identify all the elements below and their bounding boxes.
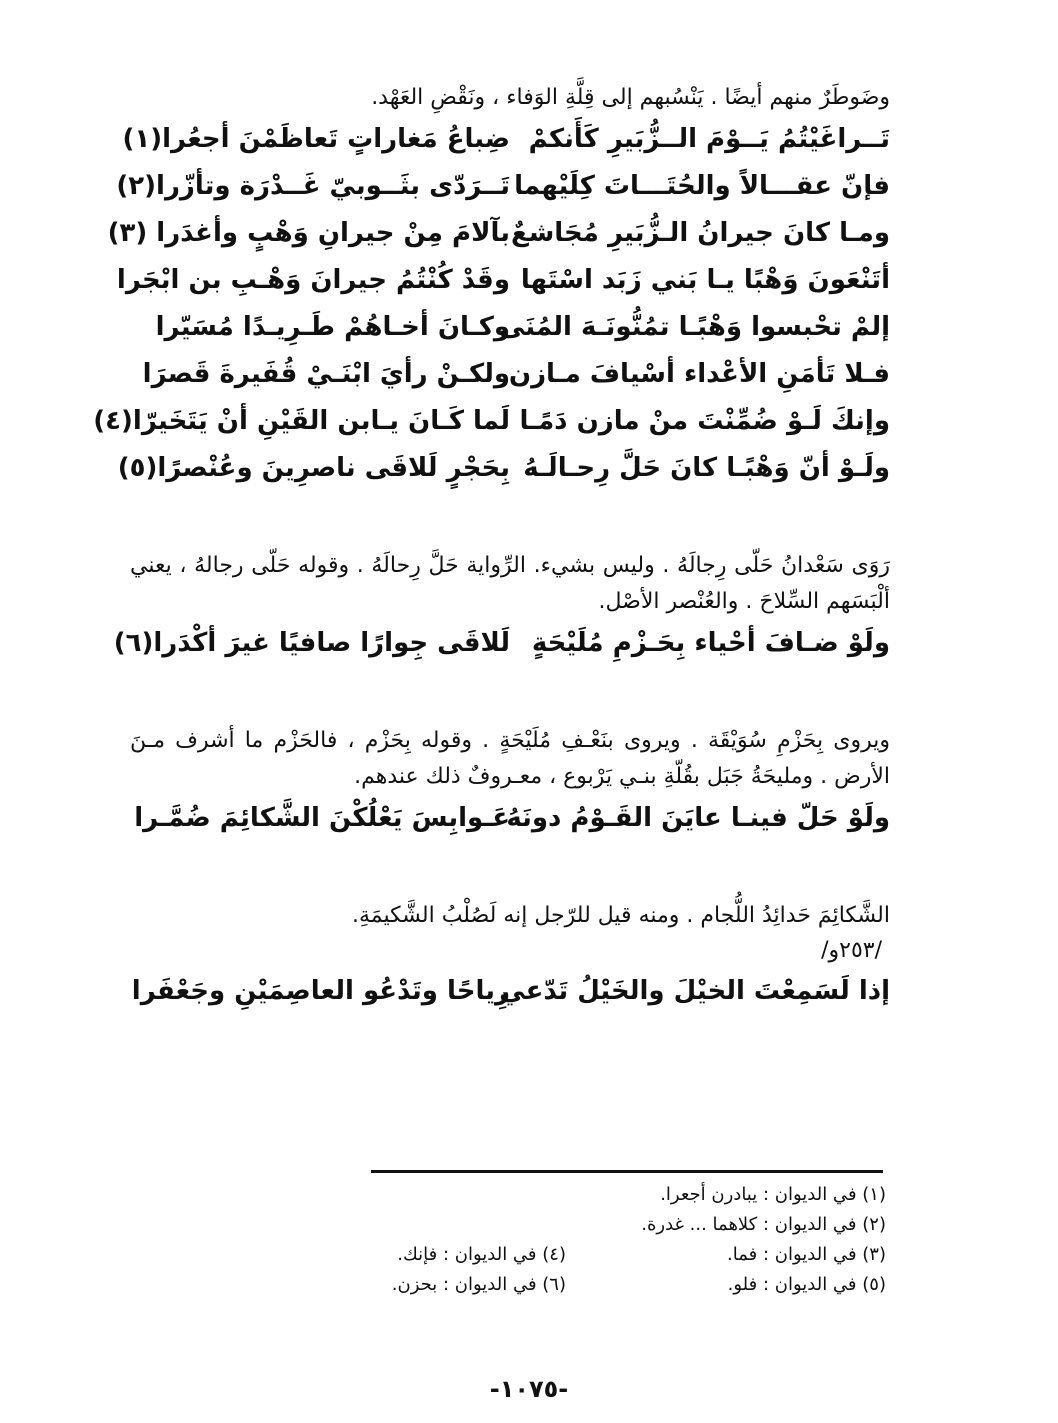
verse-hemistich-second: تَــرَدّى بثَــوبيّ غَــدْرَة وتأزّرا(٢)	[116, 171, 510, 201]
footnote-row	[326, 1180, 886, 1210]
footnote-row	[326, 1210, 886, 1240]
verse-hemistich-second: عَـوابِسَ يَعْلُكْنَ الشَّكائِمَ ضُمَّـرا	[134, 803, 510, 833]
footnote: (٦) في الديوان : بحزن.	[391, 1274, 566, 1295]
footnote: (٥) في الديوان : فلو.	[727, 1274, 886, 1295]
verse-hemistich-second: بآلامَ مِنْ جيرانِ وَهْبٍ وأغدَرا (٣)	[107, 218, 510, 248]
verse-hemistich-second: بِحَجْرٍ لَلاقَى ناصرِينَ وعُنْصرًا(٥)	[117, 453, 510, 483]
footnote: (١) في الديوان : يبادرن أجعرا.	[660, 1184, 886, 1205]
verse-line	[117, 445, 890, 492]
verse-line	[107, 210, 890, 257]
footnote-row	[326, 1270, 886, 1300]
verse-line	[130, 795, 890, 842]
footnote-row	[326, 1240, 886, 1270]
verse-hemistich-first: أتَنْعَونَ وَهْبًا يـا بَني زَبَد اسْتَها	[520, 265, 890, 295]
verse-line	[116, 257, 890, 304]
verse-hemistich-first: تَــراغَيْتُمُ يَــوْمَ الــزُّبَيرِ كَأَنكمْ	[528, 124, 890, 154]
verse-hemistich-first: إذا لَسَمِعْتَ الخيْلَ والخَيْلُ تَدّعي	[499, 976, 890, 1006]
footnote: (٢) في الديوان : كلاهما ... غدرة.	[641, 1214, 886, 1235]
verse-line	[116, 163, 890, 210]
verse-hemistich-first: ولَوْ حَلّ فينـا عايَنَ القَـوْمُ دونَهُ	[506, 803, 890, 833]
commentary-paragraph: ويروى بِحَزْمِ سُوَيْقَة . ويروى بنَعْـفِ مُلَيْحَةٍ . وقوله بِحَزْم ، فالحَزْم ما أشرف مـنَ الأرض . ومليحَةُ جَبَل بقُلّةِ بنـي يَرْبوع ، معـروفٌ ذلك عندهم.	[130, 728, 890, 789]
verse-hemistich-first: وإنكَ لَـوْ ضُمِّنْتَ منْ مازن دَمًـا	[519, 406, 890, 436]
footnote: (٣) في الديوان : فما.	[727, 1244, 886, 1265]
spacer	[130, 667, 890, 723]
verse-line	[93, 398, 890, 445]
verse-line	[130, 351, 890, 398]
verse-line	[113, 620, 890, 667]
verse-hemistich-second: لَما كَـانَ يـابن القَيْنِ أنْ يَتَخَيرّا(٤)	[93, 406, 510, 436]
verse-hemistich-second: لَلاقَى جِوارًا صافيًا غيرَ أكْدَرا(٦)	[113, 628, 510, 658]
verse-hemistich-first: إلمْ تحْبسوا وَهْبًـا تمُنُّونَـهَ المُنَى	[498, 312, 890, 342]
footnotes	[326, 1180, 886, 1300]
verse-hemistich-first: فـلا تَأمَنِ الأعْداء أسْيافَ مـازن	[508, 359, 890, 389]
footnote: (٤) في الديوان : فإنك.	[397, 1244, 566, 1265]
verse-line	[130, 304, 890, 351]
verse-hemistich-second: ولكـنْ رأيَ ابْنَـيْ قُفَيرةَ قَصرَا	[142, 359, 510, 389]
verse-line	[122, 116, 890, 163]
verse-hemistich-first: ولَوْ ضـافَ أحْياء بِحَـزْمِ مُلَيْحَةٍ	[531, 628, 890, 658]
verse-hemistich-second: رِياحًا وتَدْعُو العاصِمَيْنِ وجَعْفَرا	[131, 976, 510, 1006]
verse-line	[130, 968, 890, 1015]
verse-hemistich-second: وكـانَ أخـاهُمْ طَـرِيـدًا مُسَيّرا	[155, 312, 510, 342]
spacer	[130, 842, 890, 898]
page-body	[93, 80, 890, 1015]
intro-paragraph: وضَوطَرٌ منهم أيضًا . يَنْسُبهم إلى قِلَّةِ الوَفاء ، ونَقْضِ العَهْد.	[371, 85, 890, 110]
commentary-paragraph: رَوَى سَعْدانُ حَلّى رِجالَهُ . وليس بشيء. الرِّواية حَلَّ رِحالَهُ . وقوله حَلّى رجالهُ ، يعني ألْبَسَهم السِّلاحَ . والعُنْصر الأصْل.	[130, 553, 890, 614]
page-number: -١٠٧٥-	[489, 1375, 569, 1403]
manuscript-folio-marker: /٢٥٣و/	[821, 938, 882, 963]
footnote-divider	[371, 1170, 883, 1173]
verse-hemistich-first: ولَـوْ أنّ وَهْبًـا كانَ حَلَّ رِحـالَـهُ	[523, 453, 890, 483]
verse-hemistich-first: ومـا كانَ جيرانُ الـزُّبَيرِ مُجَاشعٌ	[510, 218, 890, 248]
spacer	[130, 492, 890, 548]
verse-hemistich-second: ضِباعُ مَغاراتٍ تَعاظَمْنَ أجعُرا(١)	[122, 124, 510, 154]
verse-hemistich-first: فإنّ عقـــالاً والحُتَـــاتَ كِلَيْهما	[514, 171, 890, 201]
verse-block-a	[93, 116, 890, 492]
commentary-paragraph: الشَّكائِمَ حَدائِدُ اللُّجام . ومنه قيل للرّجل إنه لَصُلْبُ الشَّكيمَةِ.	[351, 903, 890, 928]
verse-hemistich-second: وقَدْ كُنْتُمُ جيرانَ وَهْـبِ بن ابْجَرا	[116, 265, 510, 295]
